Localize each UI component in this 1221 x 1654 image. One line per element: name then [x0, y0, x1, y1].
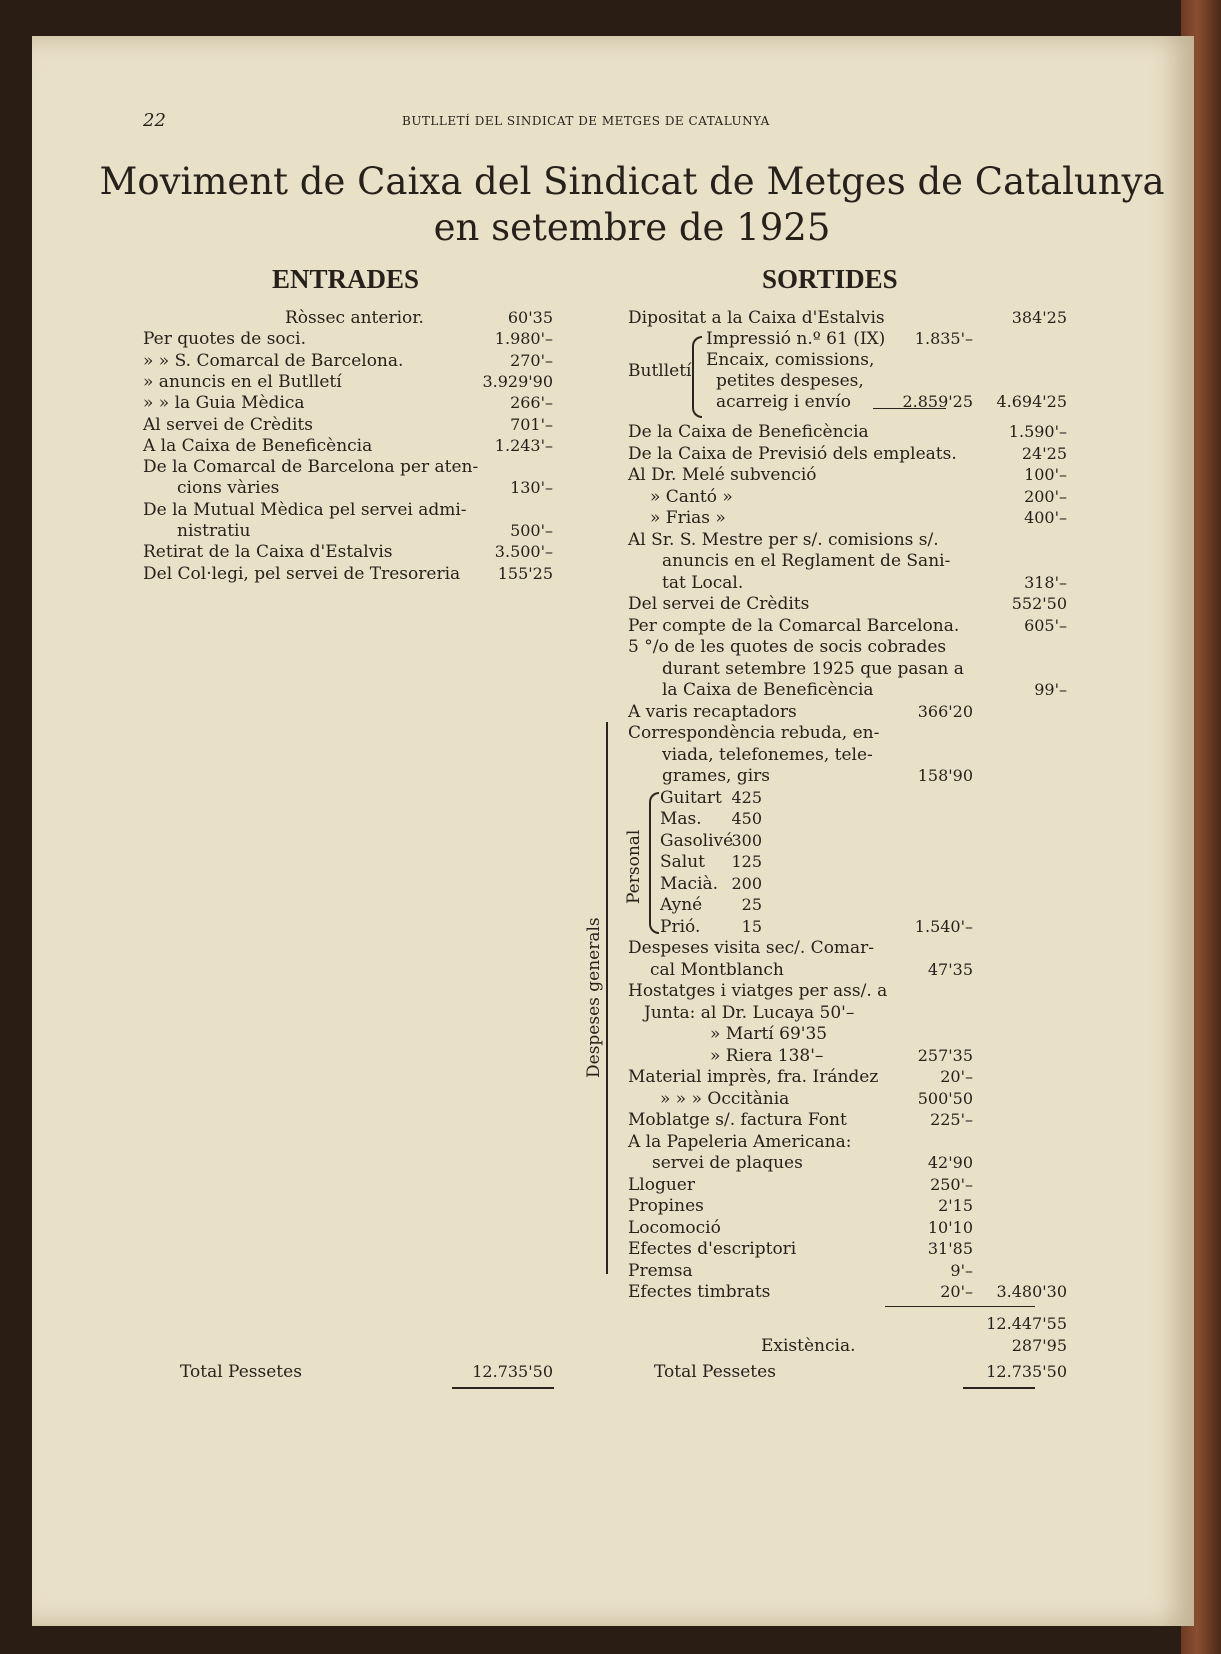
- entrades-row-amount: 130'–: [510, 478, 553, 498]
- diposit-amount: 384'25: [1011, 308, 1067, 327]
- sortides-total-label: Total Pessetes: [654, 1362, 776, 1382]
- personal-amount: 15: [741, 916, 762, 936]
- sortides-row-label: De la Caixa de Previsió dels empleats.: [628, 443, 957, 464]
- sortides-row-label: » Cantó »: [650, 486, 733, 507]
- sortides-row-label: Per compte de la Comarcal Barcelona.: [628, 615, 960, 636]
- sortides-subtotal: 12.447'55: [986, 1314, 1067, 1333]
- entrades-total-rule: [452, 1387, 554, 1389]
- despeses-row-label: Hostatges i viatges per ass/. a: [628, 981, 888, 1001]
- diposit-label: Dipositat a la Caixa d'Estalvis: [628, 308, 885, 328]
- personal-amount: 450: [731, 809, 762, 828]
- running-title: BUTLLETÍ DEL SINDICAT DE METGES DE CATALUNYA: [402, 114, 770, 128]
- personal-name: Salut: [660, 852, 705, 872]
- personal-name: Gasolivé: [660, 830, 734, 851]
- entrades-row-label: nistratiu: [177, 521, 251, 541]
- personal-name: Prió.: [660, 916, 701, 937]
- despeses-row-label: Material imprès, fra. Irández: [628, 1067, 879, 1087]
- sortides-row-amount: 100'–: [1024, 465, 1067, 484]
- despeses-row-amount: 257'35: [917, 1045, 973, 1065]
- sortides-row-label: De la Caixa de Beneficència: [628, 422, 869, 442]
- page-title-line2: en setembre de 1925: [433, 206, 831, 249]
- existencia-label: Existència.: [761, 1336, 856, 1356]
- sortides-row-label: Del servei de Crèdits: [628, 594, 810, 614]
- sortides-row-label: durant setembre 1925 que pasan a: [662, 658, 964, 679]
- entrades-row-label: Al servei de Crèdits: [143, 414, 313, 435]
- entrades-row-amount: 270'–: [510, 350, 553, 370]
- despeses-row-label: » Riera 138'–: [710, 1045, 824, 1066]
- butlleti-total: 4.694'25: [996, 392, 1067, 411]
- entrades-row-label: Retirat de la Caixa d'Estalvis: [143, 542, 393, 563]
- personal-amount: 25: [741, 895, 762, 914]
- despeses-row-amount: 47'35: [927, 959, 973, 979]
- despeses-row-label: Despeses visita sec/. Comar-: [628, 938, 875, 958]
- sortides-total-amount: 12.735'50: [986, 1362, 1067, 1381]
- entrades-row-label: cions vàries: [177, 478, 280, 499]
- entrades-row-label: Del Col·legi, pel servei de Tresoreria: [143, 563, 461, 584]
- entrades-row-amount: 3.500'–: [494, 542, 553, 562]
- entrades-row-amount: 1.243'–: [494, 435, 553, 455]
- despeses-row-label: Propines: [628, 1196, 704, 1216]
- entrades-total-amount: 12.735'50: [472, 1362, 553, 1381]
- sortides-row-amount: 318'–: [1024, 572, 1067, 592]
- despeses-row-label: grames, girs: [662, 766, 771, 786]
- despeses-row-amount: 20'–: [940, 1067, 973, 1086]
- personal-label: Personal: [624, 829, 644, 904]
- despeses-row-label: Correspondència rebuda, en-: [628, 723, 880, 743]
- despeses-row-label: Premsa: [628, 1260, 693, 1281]
- existencia-amount: 287'95: [1011, 1336, 1067, 1355]
- despeses-row-amount: 500'50: [917, 1088, 973, 1108]
- despeses-row-label: Lloguer: [628, 1174, 695, 1195]
- butlleti-amount4: 2.859'25: [902, 392, 973, 411]
- personal-amount: 300: [731, 830, 762, 850]
- entrades-row-label: » anuncis en el Butlletí: [143, 371, 342, 392]
- entrades-row-label: A la Caixa de Beneficència: [143, 435, 373, 456]
- document-page: [32, 36, 1194, 1626]
- entrades-row-amount: 3.929'90: [482, 371, 553, 391]
- page-number: 22: [143, 110, 166, 131]
- butlleti-label: Butlletí: [628, 361, 692, 381]
- despeses-row-label: Moblatge s/. factura Font: [628, 1110, 847, 1130]
- despeses-generals-line: [606, 722, 608, 1274]
- page-title-line1: Moviment de Caixa del Sindicat de Metges de Catalunya: [99, 160, 1165, 203]
- subtotal-rule: [885, 1306, 1035, 1307]
- personal-name: Ayné: [660, 895, 703, 915]
- butlleti-amount1: 1.835'–: [914, 329, 973, 348]
- despeses-row-amount: 31'85: [927, 1239, 973, 1258]
- despeses-total: 3.480'30: [996, 1282, 1067, 1301]
- butlleti-line3: petites despeses,: [716, 371, 864, 391]
- entrades-row-label: De la Mutual Mèdica pel servei admi-: [143, 499, 467, 520]
- sortides-row-label: la Caixa de Beneficència: [662, 680, 874, 700]
- despeses-row-label: A varis recaptadors: [628, 701, 797, 722]
- despeses-row-label: Efectes d'escriptori: [628, 1239, 797, 1259]
- butlleti-line4: acarreig i envío: [716, 392, 851, 412]
- sortides-row-label: tat Local.: [662, 572, 744, 593]
- personal-amount: 125: [731, 852, 762, 871]
- sortides-row-label: » Frias »: [650, 508, 726, 528]
- personal-amount: 425: [731, 787, 762, 807]
- despeses-row-amount: 158'90: [917, 766, 973, 785]
- despeses-row-label: Efectes timbrats: [628, 1282, 771, 1302]
- entrades-heading: ENTRADES: [272, 264, 420, 294]
- personal-amount: 200: [731, 873, 762, 893]
- despeses-row-label: viada, telefonemes, tele-: [662, 744, 873, 765]
- entrades-row-label: » » S. Comarcal de Barcelona.: [143, 350, 404, 371]
- sortides-row-label: Al Sr. S. Mestre per s/. comisions s/.: [628, 529, 939, 550]
- entrades-row-amount: 60'35: [507, 308, 553, 327]
- sortides-row-amount: 400'–: [1024, 508, 1067, 527]
- butlleti-line1: Impressió n.º 61 (IX): [706, 329, 886, 349]
- despeses-row-label: servei de plaques: [652, 1153, 803, 1173]
- sortides-row-label: 5 °/o de les quotes de socis cobrades: [628, 637, 947, 657]
- entrades-row-label: » » la Guia Mèdica: [143, 393, 305, 414]
- butlleti-line2: Encaix, comissions,: [706, 350, 875, 370]
- despeses-row-amount: 10'10: [927, 1217, 973, 1237]
- despeses-row-amount: 20'–: [940, 1282, 973, 1301]
- personal-total: 1.540'–: [914, 916, 973, 936]
- despeses-row-label: A la Papeleria Americana:: [628, 1131, 852, 1152]
- entrades-row-label: Per quotes de soci.: [143, 329, 307, 350]
- sortides-heading: SORTIDES: [762, 264, 898, 294]
- entrades-total-label: Total Pessetes: [180, 1362, 302, 1382]
- despeses-row-amount: 225'–: [930, 1110, 973, 1129]
- entrades-row-amount: 155'25: [497, 563, 553, 583]
- sortides-row-amount: 1.590'–: [1008, 422, 1067, 441]
- entrades-row-amount: 1.980'–: [494, 329, 553, 349]
- entrades-row-amount: 266'–: [510, 393, 553, 413]
- sortides-row-label: Al Dr. Melé subvenció: [628, 465, 817, 485]
- personal-name: Guitart: [660, 787, 722, 808]
- personal-name: Mas.: [660, 809, 702, 829]
- sortides-row-amount: 200'–: [1024, 486, 1067, 506]
- despeses-row-label: cal Montblanch: [650, 959, 784, 980]
- sortides-row-amount: 24'25: [1021, 443, 1067, 463]
- entrades-row-label: De la Comarcal de Barcelona per aten-: [143, 457, 479, 478]
- despeses-row-label: » Martí 69'35: [710, 1024, 828, 1044]
- despeses-row-amount: 9'–: [950, 1260, 973, 1280]
- despeses-row-amount: 2'15: [938, 1196, 973, 1215]
- personal-name: Macià.: [660, 873, 719, 894]
- despeses-row-label: Locomoció: [628, 1217, 721, 1238]
- sortides-total-rule: [963, 1387, 1035, 1389]
- sortides-row-label: anuncis en el Reglament de Sani-: [662, 551, 951, 571]
- entrades-row-label: Ròssec anterior.: [285, 308, 424, 328]
- despeses-row-label: » » » Occitània: [660, 1088, 790, 1109]
- despeses-row-amount: 250'–: [930, 1174, 973, 1194]
- despeses-row-label: Junta: al Dr. Lucaya 50'–: [644, 1002, 855, 1023]
- entrades-row-amount: 500'–: [510, 521, 553, 540]
- despeses-row-amount: 366'20: [917, 701, 973, 721]
- personal-brace: [649, 792, 659, 934]
- sortides-row-amount: 605'–: [1024, 615, 1067, 635]
- butlleti-brace: [692, 336, 702, 418]
- entrades-row-amount: 701'–: [510, 414, 553, 434]
- despeses-generals-label: Despeses generals: [584, 917, 604, 1078]
- sortides-row-amount: 552'50: [1011, 594, 1067, 613]
- despeses-row-amount: 42'90: [927, 1153, 973, 1172]
- sortides-row-amount: 99'–: [1034, 680, 1067, 699]
